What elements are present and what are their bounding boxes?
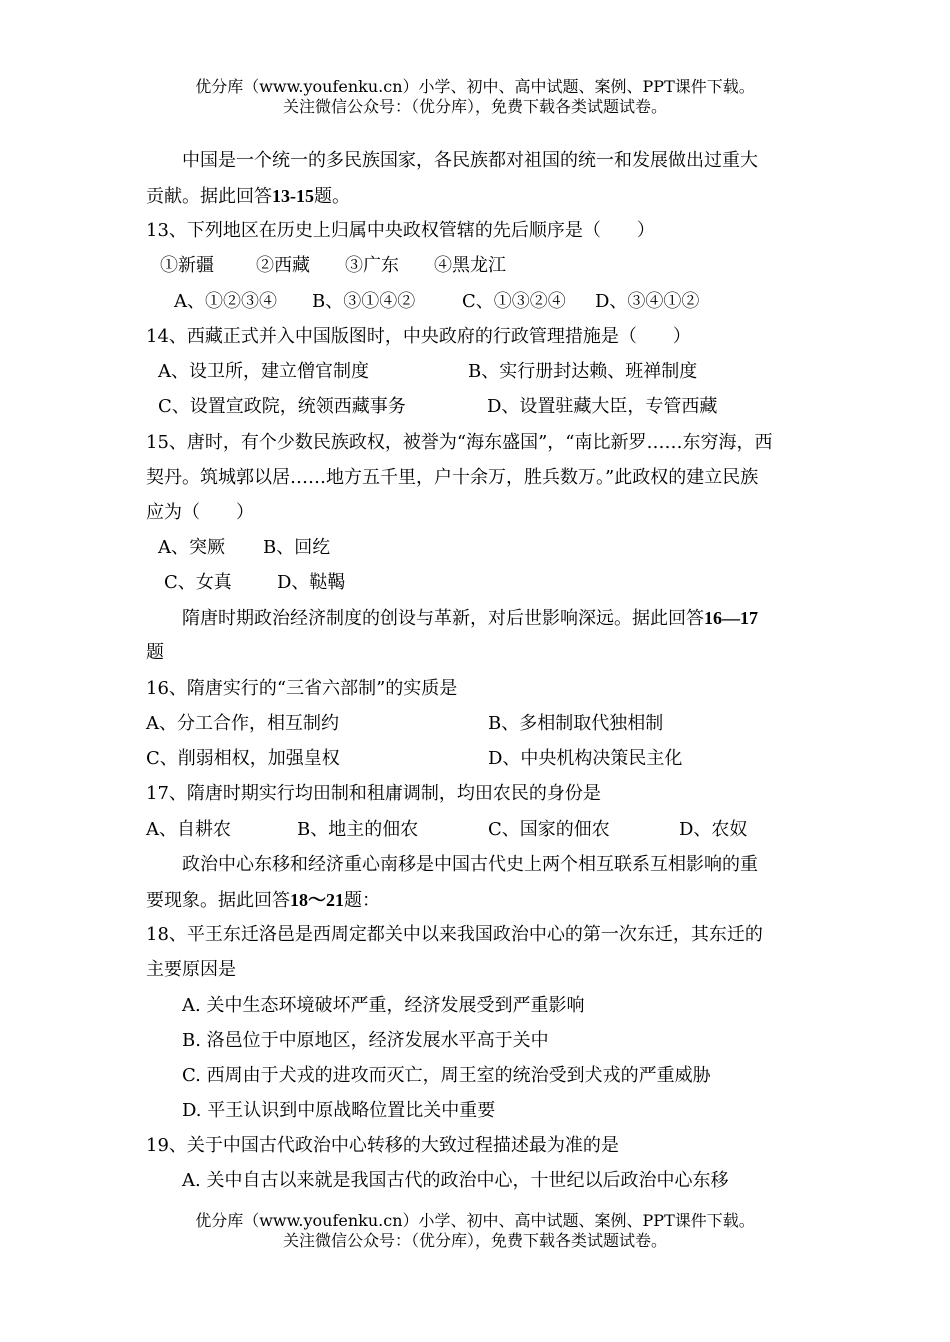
q18-option-c: C. 西周由于犬戎的进攻而灭亡，周王室的统治受到犬戎的严重威胁 <box>182 1065 711 1086</box>
q13-item: ①新疆 <box>160 255 214 276</box>
q19-stem: 19、关于中国古代政治中心转移的大致过程描述最为准的是 <box>146 1135 619 1156</box>
q18-option-d: D. 平王认识到中原战略位置比关中重要 <box>182 1100 496 1121</box>
header-line-1: 优分库（www.youfenku.cn）小学、初中、高中试题、案例、PPT课件下载。 <box>195 77 755 96</box>
q13-option-a: A、①②③④ <box>174 291 277 312</box>
intro-1-line-2: 贡献。据此回答13-15题。 <box>146 186 350 207</box>
q16-stem: 16、隋唐实行的“三省六部制”的实质是 <box>146 678 458 699</box>
q15-option-c: C、女真 <box>164 572 232 593</box>
intro-3-line-2: 要现象。据此回答18～21题： <box>146 890 380 911</box>
q16-option-c: C、削弱相权，加强皇权 <box>146 748 340 769</box>
q15-option-d: D、鞑鞨 <box>277 572 346 593</box>
q14-option-d: D、设置驻藏大臣，专管西藏 <box>487 396 718 417</box>
q15-stem-line-1: 15、唐时，有个少数民族政权，被誉为“海东盛国”，“南比新罗……东穷海，西 <box>146 432 773 453</box>
q17-stem: 17、隋唐时期实行均田制和租庸调制，均田农民的身份是 <box>146 783 601 804</box>
q17-option-a: A、自耕农 <box>146 819 231 840</box>
q14-option-c: C、设置宣政院，统领西藏事务 <box>158 396 406 417</box>
q16-option-a: A、分工合作，相互制约 <box>146 713 339 734</box>
question-range: 18～21 <box>290 890 344 910</box>
q13-item: ④黑龙江 <box>434 255 506 276</box>
q17-option-d: D、农奴 <box>679 819 748 840</box>
q14-stem: 14、西藏正式并入中国版图时，中央政府的行政管理措施是（ ） <box>146 326 691 347</box>
q13-option-d: D、③④①② <box>595 291 700 312</box>
q15-option-b: B、回纥 <box>263 537 331 558</box>
q16-option-d: D、中央机构决策民主化 <box>488 748 683 769</box>
q15-stem-line-2: 契丹。筑城郭以居……地方五千里，户十余万，胜兵数万。”此政权的建立民族 <box>146 467 759 488</box>
footer-line-1: 优分库（www.youfenku.cn）小学、初中、高中试题、案例、PPT课件下载。 <box>195 1211 755 1230</box>
q18-option-a: A. 关中生态环境破坏严重，经济发展受到严重影响 <box>182 995 585 1016</box>
q16-option-b: B、多相制取代独相制 <box>488 713 664 734</box>
q13-stem: 13、下列地区在历史上归属中央政权管辖的先后顺序是（ ） <box>146 220 655 241</box>
q17-option-c: C、国家的佃农 <box>488 819 610 840</box>
question-range: 16—17 <box>704 608 758 628</box>
q17-option-b: B、地主的佃农 <box>297 819 419 840</box>
q18-stem-line-2: 主要原因是 <box>146 959 236 980</box>
q13-option-c: C、①③②④ <box>462 291 566 312</box>
question-range: 13-15 <box>272 186 314 206</box>
q13-option-b: B、③①④② <box>312 291 416 312</box>
q13-item: ②西藏 <box>256 255 310 276</box>
q13-item: ③广东 <box>345 255 399 276</box>
q14-option-a: A、设卫所，建立僧官制度 <box>158 361 369 382</box>
q14-option-b: B、实行册封达赖、班禅制度 <box>468 361 698 382</box>
q15-option-a: A、突厥 <box>158 537 225 558</box>
footer-line-2: 关注微信公众号：（优分库），免费下载各类试题试卷。 <box>282 1231 667 1250</box>
q15-stem-line-3: 应为（ ） <box>146 502 254 523</box>
q18-stem-line-1: 18、平王东迁洛邑是西周定都关中以来我国政治中心的第一次东迁，其东迁的 <box>146 924 763 945</box>
q19-option-a: A. 关中自古以来就是我国古代的政治中心，十世纪以后政治中心东移 <box>182 1170 729 1191</box>
q18-option-b: B. 洛邑位于中原地区，经济发展水平高于关中 <box>182 1030 549 1051</box>
intro-2-line-1: 隋唐时期政治经济制度的创设与革新，对后世影响深远。据此回答16—17 <box>182 608 758 629</box>
intro-1-line-1: 中国是一个统一的多民族国家，各民族都对祖国的统一和发展做出过重大 <box>182 150 758 171</box>
header-line-2: 关注微信公众号：（优分库），免费下载各类试题试卷。 <box>282 97 667 116</box>
intro-2-line-2: 题 <box>146 642 164 663</box>
intro-3-line-1: 政治中心东移和经济重心南移是中国古代史上两个相互联系互相影响的重 <box>182 854 758 875</box>
